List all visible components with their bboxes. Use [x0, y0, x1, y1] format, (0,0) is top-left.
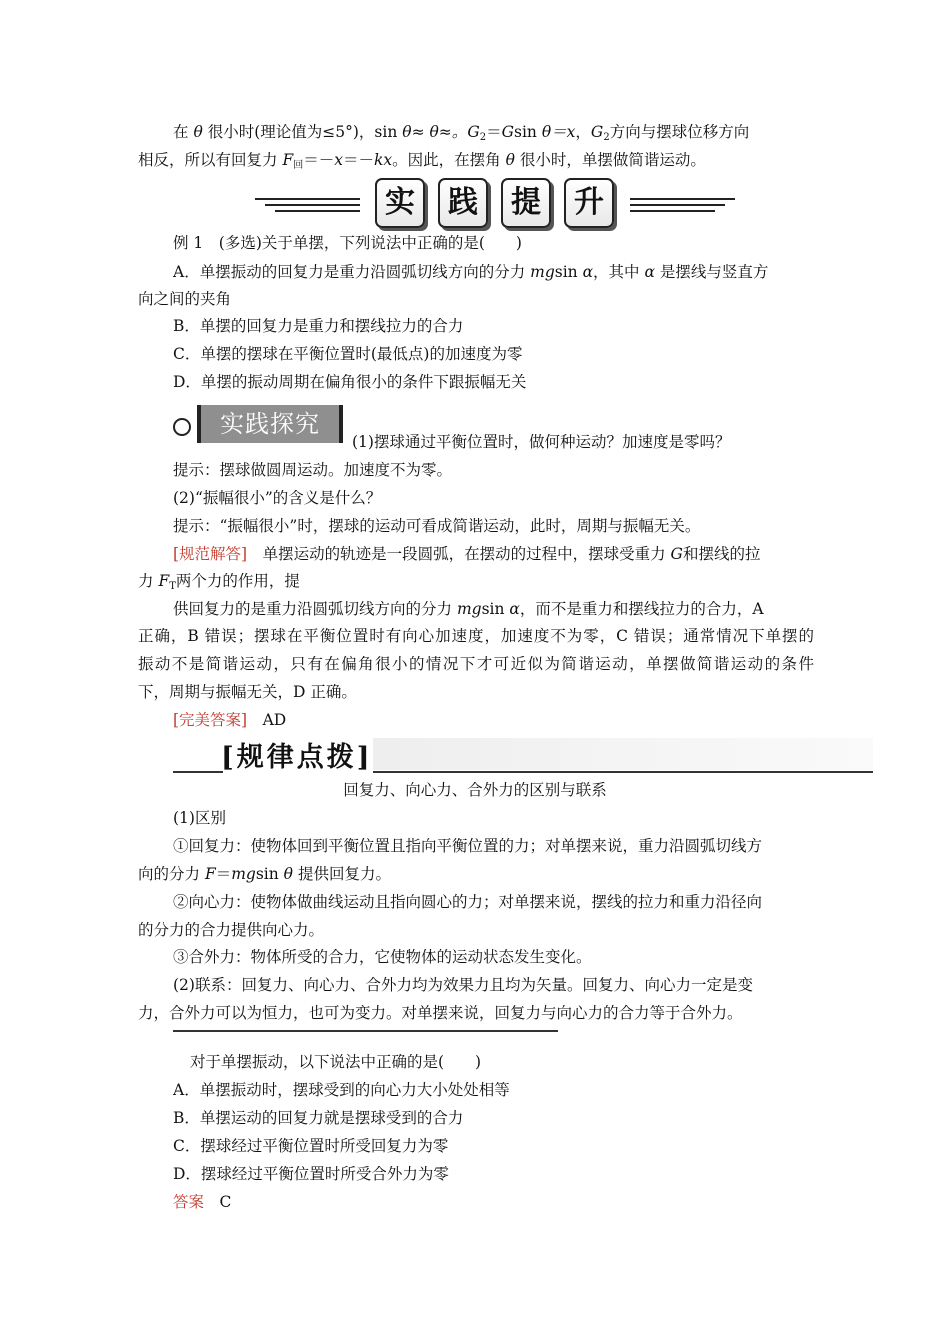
explore-hint-2: 提示：“振幅很小”时，摆球的运动可看成简谐运动，此时，周期与振幅无关。	[173, 517, 701, 535]
rule-p2-line-2: 向的分力 F＝mgsin θ 提供回复力。	[138, 865, 391, 883]
rule-p2-line-1: ①回复力：使物体回到平衡位置且指向平衡位置的力；对单摆来说，重力沿圆弧切线方	[173, 837, 763, 855]
solution-line-2: 力 $F_T$两个力的作用，提	[138, 572, 300, 592]
option-b: B．单摆的回复力是重力和摆线拉力的合力	[173, 317, 464, 335]
option-d: D．单摆的振动周期在偏角很小的条件下跟振幅无关	[173, 373, 527, 391]
divider	[173, 1030, 558, 1032]
banner-char: 实	[375, 178, 425, 228]
banner-char: 升	[564, 178, 614, 228]
option-a-line-1: A．单摆振动的回复力是重力沿圆弧切线方向的分力 mgsin α，其中 α 是摆线与竖直方	[173, 263, 769, 281]
explore-question-1: (1)摆球通过平衡位置时，做何种运动？加速度是零吗？	[352, 433, 731, 451]
solution-line-1: [规范解答] 单摆运动的轨迹是一段圆弧，在摆动的过程中，摆球受重力 G和摆线的拉	[173, 545, 761, 563]
practice-answer-value: C	[204, 1193, 232, 1211]
rule-header	[173, 738, 873, 778]
example-title: 例 1 (多选)关于单摆，下列说法中正确的是( )	[173, 234, 522, 252]
solution-line-3: 供回复力的是重力沿圆弧切线方向的分力 mgsin α，而不是重力和摆线拉力的合力，A	[173, 600, 764, 618]
practice-answer-label: 答案	[173, 1193, 205, 1211]
practice-question: 对于单摆振动，以下说法中正确的是( )	[190, 1053, 482, 1071]
rule-p5-line-2: 力，合外力可以为恒力，也可为变力。对单摆来说，回复力与向心力的合力等于合外力。	[138, 1004, 743, 1022]
answer-line	[173, 710, 286, 730]
practice-option-d: D．摆球经过平衡位置时所受合外力为零	[173, 1165, 449, 1183]
section-banner-practice-improve	[255, 178, 735, 228]
rule-title: 回复力、向心力、合外力的区别与联系	[343, 781, 607, 799]
intro-line-1: 在 θ 很小时(理论值为≤5°)，sin θ≈ θ≈。$G_2=Gsin$ θ＝x，$G_2$方向与摆球位移方向	[173, 123, 750, 143]
intro-line-2: 相反，所以有回复力 $F_回=-x=-kx$。因此，在摆角 θ 很小时，单摆做简谐运动。	[138, 151, 706, 171]
practice-option-c: C．摆球经过平衡位置时所受回复力为零	[173, 1137, 449, 1155]
explore-question-2: (2)“振幅很小”的含义是什么？	[173, 489, 382, 507]
rule-p3-line-2: 的分力的合力提供向心力。	[138, 921, 325, 939]
option-c: C．单摆的摆球在平衡位置时(最低点)的加速度为零	[173, 345, 523, 363]
solution-line-5: 振动不是简谐运动，只有在偏角很小的情况下才可近似为简谐运动，单摆做简谐运动的条件	[138, 655, 814, 673]
explore-tag: 实践探究	[197, 405, 343, 443]
solution-line-6: 下，周期与振幅无关，D 正确。	[138, 683, 357, 701]
solution-line-4: 正确，B 错误；摆球在平衡位置时有向心加速度，加速度不为零，C 错误；通常情况下单摆的	[138, 627, 814, 645]
circle-icon	[173, 418, 191, 436]
practice-option-a: A．单摆振动时，摆球受到的向心力大小处处相等	[173, 1081, 510, 1099]
banner-char: 提	[501, 178, 551, 228]
practice-answer	[173, 1192, 231, 1212]
banner-char: 践	[438, 178, 488, 228]
rule-p3-line-1: ②向心力：使物体做曲线运动且指向圆心的力；对单摆来说，摆线的拉力和重力沿径向	[173, 893, 763, 911]
rule-header-text: [规律点拨]	[221, 742, 373, 773]
rule-p4: ③合外力：物体所受的合力，它使物体的运动状态发生变化。	[173, 948, 592, 966]
answer-label: [完美答案]	[173, 711, 248, 729]
practice-option-b: B．单摆运动的回复力就是摆球受到的合力	[173, 1109, 464, 1127]
option-a-line-2: 向之间的夹角	[138, 290, 232, 308]
explore-hint-1: 提示：摆球做圆周运动。加速度不为零。	[173, 461, 453, 479]
answer-value: AD	[247, 711, 287, 729]
rule-p1: (1)区别	[173, 809, 226, 827]
rule-p5-line-1: (2)联系：回复力、向心力、合外力均为效果力且均为矢量。回复力、向心力一定是变	[173, 976, 753, 994]
solution-label: [规范解答]	[173, 545, 248, 563]
